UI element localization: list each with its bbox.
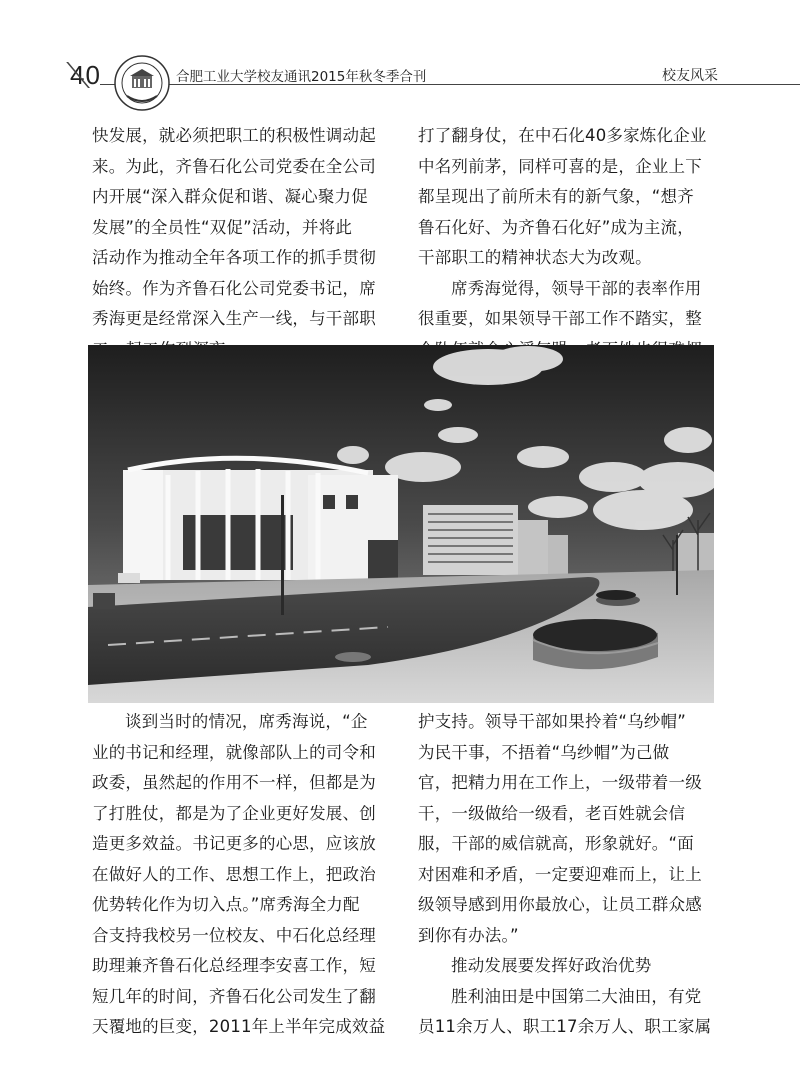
text-line: 内开展“深入群众促和谐、凝心聚力促 — [92, 187, 368, 206]
section-name: 校友风采 — [662, 68, 718, 84]
text-line: 席秀海觉得，领导干部的表率作用 — [451, 278, 702, 298]
page-number: 40 — [70, 60, 101, 90]
text-line: 业的书记和经理，就像部队上的司令和 — [92, 742, 376, 762]
text-line: 服，干部的威信就高，形象就好。“面 — [418, 834, 694, 853]
text-line: 护支持。领导干部如果拎着“乌纱帽” — [418, 712, 686, 731]
text-column-top-left — [92, 121, 392, 365]
text-line: 对困难和矛盾，一定要迎难而上，让上 — [418, 864, 702, 884]
text-line: 谈到当时的情况，席秀海说，“企 — [125, 712, 368, 731]
text-line: 快发展，就必须把职工的积极性调动起 — [92, 126, 376, 145]
text-line: 助理兼齐鲁石化总经理李安喜工作，短 — [92, 956, 376, 975]
text-line: 为民干事，不捂着“乌纱帽”为己做 — [418, 742, 670, 762]
text-line: 打了翻身仗，在中石化40多家炼化企业 — [418, 126, 707, 145]
text-line: 天覆地的巨变，2011年上半年完成效益 — [92, 1017, 386, 1036]
text-line: 优势转化作为切入点。”席秀海全力配 — [92, 895, 360, 914]
text-column-top-right — [418, 121, 718, 365]
text-line: 级领导感到用你最放心，让员工群众感 — [418, 895, 702, 914]
text-line: 官，把精力用在工作上，一级带着一级 — [418, 773, 702, 792]
text-line: 来。为此，齐鲁石化公司党委在全公司 — [92, 156, 376, 176]
campus-building-photo — [88, 345, 714, 703]
text-line: 到你有办法。” — [418, 925, 519, 945]
text-line: 都呈现出了前所未有的新气象，“想齐 — [418, 187, 694, 206]
text-line: 造更多效益。书记更多的心思，应该放 — [92, 834, 376, 853]
text-line: 始终。作为齐鲁石化公司党委书记，席 — [92, 278, 376, 298]
section-subheading: 推动发展要发挥好政治优势 — [451, 956, 652, 975]
text-line: 合支持我校另一位校友、中石化总经理 — [92, 925, 376, 945]
text-line: 了打胜仗，都是为了企业更好发展、创 — [92, 803, 376, 823]
text-line: 干部职工的精神状态大为改观。 — [418, 248, 652, 267]
text-line: 中名列前茅，同样可喜的是，企业上下 — [418, 156, 702, 176]
text-line: 在做好人的工作、思想工作上，把政治 — [92, 864, 376, 884]
text-line: 活动作为推动全年各项工作的抓手贯彻 — [92, 248, 376, 267]
text-line: 胜利油田是中国第二大油田，有党 — [451, 986, 702, 1006]
text-line: 秀海更是经常深入生产一线，与干部职 — [92, 309, 376, 328]
text-line: 很重要，如果领导干部工作不踏实，整 — [418, 309, 702, 328]
text-line: 短几年的时间，齐鲁石化公司发生了翻 — [92, 986, 376, 1006]
text-line: 员11余万人、职工17余万人、职工家属 — [418, 1017, 712, 1036]
text-line: 干，一级做给一级看，老百姓就会信 — [418, 803, 686, 823]
text-column-bottom-right — [418, 707, 718, 1043]
text-line: 发展”的全员性“双促”活动，并将此 — [92, 217, 353, 237]
text-line: 政委，虽然起的作用不一样，但都是为 — [92, 773, 376, 792]
text-line: 鲁石化好、为齐鲁石化好”成为主流， — [418, 217, 694, 237]
text-column-bottom-left — [92, 707, 392, 1043]
university-seal-icon — [113, 54, 171, 112]
publication-title: 合肥工业大学校友通讯2015年秋冬季合刊 — [176, 69, 427, 85]
